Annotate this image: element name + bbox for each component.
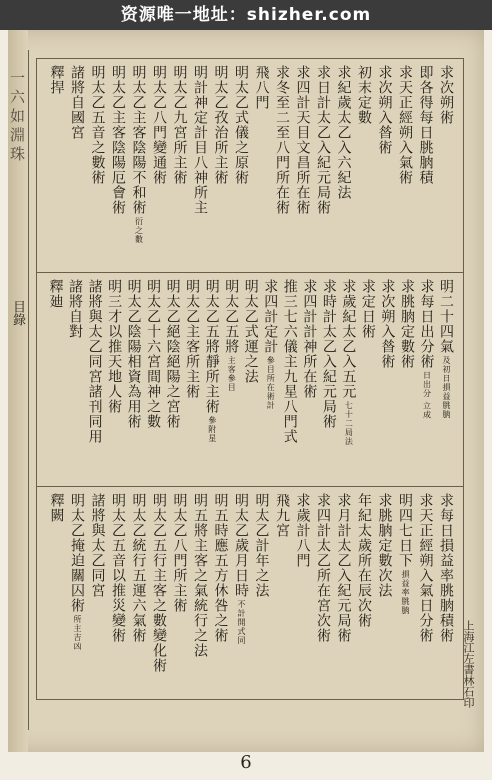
toc-entry-title: 明太乙五將靜所主術 (203, 279, 220, 414)
toc-entry-title: 求四計定計 (262, 279, 279, 354)
toc-entry-title: 釋捍 (48, 65, 65, 95)
toc-entry-title: 求天正經朔入氣日分術 (417, 493, 434, 643)
toc-entry-title: 求朓朒定數術 (398, 279, 415, 369)
toc-entry (65, 279, 85, 479)
toc-entry-title: 求朓朒定數次法 (376, 493, 393, 598)
toc-entry-title: 明太乙九宮所主術 (171, 65, 188, 185)
toc-entry (162, 279, 182, 479)
toc-entry-title: 求歲計八門 (294, 493, 311, 568)
register-divider (37, 486, 463, 487)
toc-entry (240, 279, 260, 479)
toc-entry (338, 279, 358, 479)
toc-entry-title: 推三七六儀主九星八門式 (281, 279, 298, 444)
toc-entry (127, 493, 148, 693)
toc-entry-title: 明太乙八門變通術 (151, 65, 167, 185)
toc-entry-title: 明太乙歲月日時 (233, 493, 249, 598)
toc-entry (271, 493, 292, 693)
toc-entry-title: 明太乙八門所主術 (171, 493, 188, 613)
toc-entry (104, 279, 124, 479)
toc-entry-title: 明太乙五音之數術 (89, 65, 106, 185)
toc-entry (123, 279, 143, 479)
toc-entry-note: 衍之數 (134, 217, 144, 244)
toc-entry (312, 65, 333, 265)
toc-entry-title: 求紀歲太乙入六紀法 (335, 65, 352, 200)
toc-entry-note: 所主吉凶 (73, 615, 82, 651)
toc-entry (45, 65, 66, 265)
toc-entry (189, 493, 210, 693)
toc-entry-title: 明三才以推天地人術 (106, 279, 123, 414)
toc-entry-title: 求次朔入㫺術 (379, 279, 396, 369)
toc-entry (148, 65, 169, 265)
toc-entry (86, 65, 107, 265)
toc-entry (230, 493, 251, 693)
toc-entry-title: 求定日術 (359, 279, 376, 339)
toc-entry (230, 65, 251, 265)
toc-entry-title: 明太乙式運之法 (242, 279, 259, 384)
toc-entry-title: 明太乙五音以推災變術 (110, 493, 126, 643)
toc-entry-title: 明五將主客之氣統行之法 (192, 493, 208, 658)
toc-entry (414, 493, 435, 693)
toc-entry-title: 飛八門 (253, 65, 270, 110)
toc-entry-title: 明太乙主客陰陽厄會術 (110, 65, 126, 215)
toc-entry-note: 日出分 立成 (422, 371, 432, 420)
toc-entry (182, 279, 202, 479)
toc-entry (312, 493, 333, 693)
toc-entry (201, 279, 221, 479)
toc-entry (318, 279, 338, 479)
toc-entry-title: 釋廸 (47, 279, 64, 309)
toc-entry-title: 求四計天目文昌所在術 (294, 65, 311, 215)
toc-entry (332, 493, 353, 693)
toc-entry (250, 493, 271, 693)
toc-entry (45, 493, 66, 693)
toc-entry-title: 諸將自國宮 (69, 65, 85, 140)
toc-entry-title: 求次朔術 (438, 65, 454, 125)
toc-entry (271, 65, 292, 265)
toc-entry (435, 279, 455, 479)
toc-entry-title: 明太乙五將 (223, 279, 240, 354)
toc-entry (435, 65, 456, 265)
toc-entry-title: 求時計太乙入紀元局術 (320, 279, 337, 429)
toc-entry-title: 即各得每日朓朒積 (417, 65, 434, 185)
toc-entry (299, 279, 319, 479)
toc-entry (107, 493, 128, 693)
toc-entry (168, 65, 189, 265)
spine-section-label: 目錄 (10, 300, 25, 326)
toc-entry-title: 求每日出分術 (418, 279, 435, 369)
toc-entry (279, 279, 299, 479)
toc-entry-title: 求月計太乙入紀元局術 (335, 493, 352, 643)
watermark-banner: 资源唯一地址：shizher.com (0, 0, 492, 30)
book-page (8, 30, 484, 752)
toc-entry-title: 釋闕 (48, 493, 65, 523)
toc-entry-title: 諸將與太乙同宮 (89, 493, 106, 598)
toc-entry (291, 493, 312, 693)
toc-entry-title: 求冬至二至八門所在術 (274, 65, 290, 215)
toc-entry (168, 493, 189, 693)
toc-entry (127, 65, 148, 265)
toc-entry (148, 493, 169, 693)
toc-entry-title: 求歲紀太乙入五元 (340, 279, 357, 399)
toc-entry (250, 65, 271, 265)
toc-entry (377, 279, 397, 479)
outer-border-line (28, 50, 29, 730)
toc-entry-title: 明太乙主客所主術 (184, 279, 201, 399)
toc-entry-note: 參目所在術計 (266, 356, 276, 410)
toc-entry (373, 65, 394, 265)
toc-entry-title: 明太乙陰陽相資為用術 (125, 279, 142, 429)
toc-entry (414, 65, 435, 265)
toc-entry-note: 不計開式同 (237, 600, 246, 645)
toc-entry-title: 求四計計神所在術 (301, 279, 318, 399)
page-spine (8, 30, 28, 752)
toc-entry (66, 493, 87, 693)
toc-entry-title: 明四七日下 (397, 493, 413, 568)
toc-entry-title: 諸將自對 (67, 279, 84, 339)
toc-entry (373, 493, 394, 693)
toc-entry-title: 求每日損益率朓朒積術 (438, 493, 454, 643)
page-number: 6 (240, 752, 252, 773)
toc-entry-title: 明太乙主客陰陽不和術 (130, 65, 147, 215)
toc-entry (260, 279, 280, 479)
text-frame (36, 58, 464, 700)
toc-entry-note: 主客參目 (227, 356, 237, 392)
toc-entry (332, 65, 353, 265)
toc-entry-title: 明二十四氣 (437, 279, 454, 354)
toc-entry (45, 279, 65, 479)
toc-entry (394, 493, 415, 693)
toc-entry-title: 明太乙計年之法 (253, 493, 270, 598)
toc-entry (353, 493, 374, 693)
toc-entry (86, 493, 107, 693)
toc-entry (209, 65, 230, 265)
toc-entry-note: 損益率朓朒 (401, 570, 410, 615)
toc-entry (353, 65, 374, 265)
register-divider (37, 272, 463, 273)
toc-entry-title: 求日計太乙入紀元局術 (315, 65, 331, 215)
publisher-imprint: 上海江左書林石印 (462, 620, 475, 708)
toc-entry (394, 65, 415, 265)
toc-entry (189, 65, 210, 265)
toc-entry-note: 七十二局法 (344, 401, 354, 446)
toc-entry-title: 求天正經朔入氣術 (397, 65, 413, 185)
toc-entry-note: 參附星 (207, 416, 217, 443)
toc-entry (66, 65, 87, 265)
toc-entry-title: 飛九宮 (274, 493, 290, 538)
toc-entry-title: 明太乙十六宮間神之數 (145, 279, 162, 429)
toc-entry (291, 65, 312, 265)
toc-entry-title: 年紀太歲所在辰次術 (356, 493, 372, 628)
toc-entry-title: 諸將與太乙同宮諸刊同用 (86, 279, 103, 444)
toc-entry (209, 493, 230, 693)
toc-entry (84, 279, 104, 479)
toc-entry-title: 初末定數 (356, 65, 372, 125)
toc-entry (357, 279, 377, 479)
toc-entry-title: 明太乙孜治所主術 (212, 65, 229, 185)
toc-entry (221, 279, 241, 479)
toc-entry-title: 求次朔入㫺術 (376, 65, 393, 155)
toc-entry-title: 明計神定計目八神所主 (192, 65, 208, 215)
toc-entry (143, 279, 163, 479)
toc-entry (416, 279, 436, 479)
toc-entry-title: 明太乙掩迫關囚術 (69, 493, 85, 613)
toc-entry-note: 及初日損益朓朒 (441, 356, 451, 419)
toc-entry-title: 明太乙五行主客之數變化術 (151, 493, 167, 673)
toc-entry (107, 65, 128, 265)
toc-entry (435, 493, 456, 693)
toc-entry-title: 明太乙絕陰絕陽之宮術 (164, 279, 181, 429)
spine-title: 一六如淵珠 (8, 70, 26, 165)
toc-entry-title: 明太乙式儀之原術 (233, 65, 249, 185)
toc-entry-title: 明太乙統行五運六氣術 (130, 493, 147, 643)
toc-entry (396, 279, 416, 479)
toc-entry-title: 求四計太乙所在宮次術 (315, 493, 331, 643)
toc-entry-title: 明五時應五方休咎之術 (212, 493, 229, 643)
